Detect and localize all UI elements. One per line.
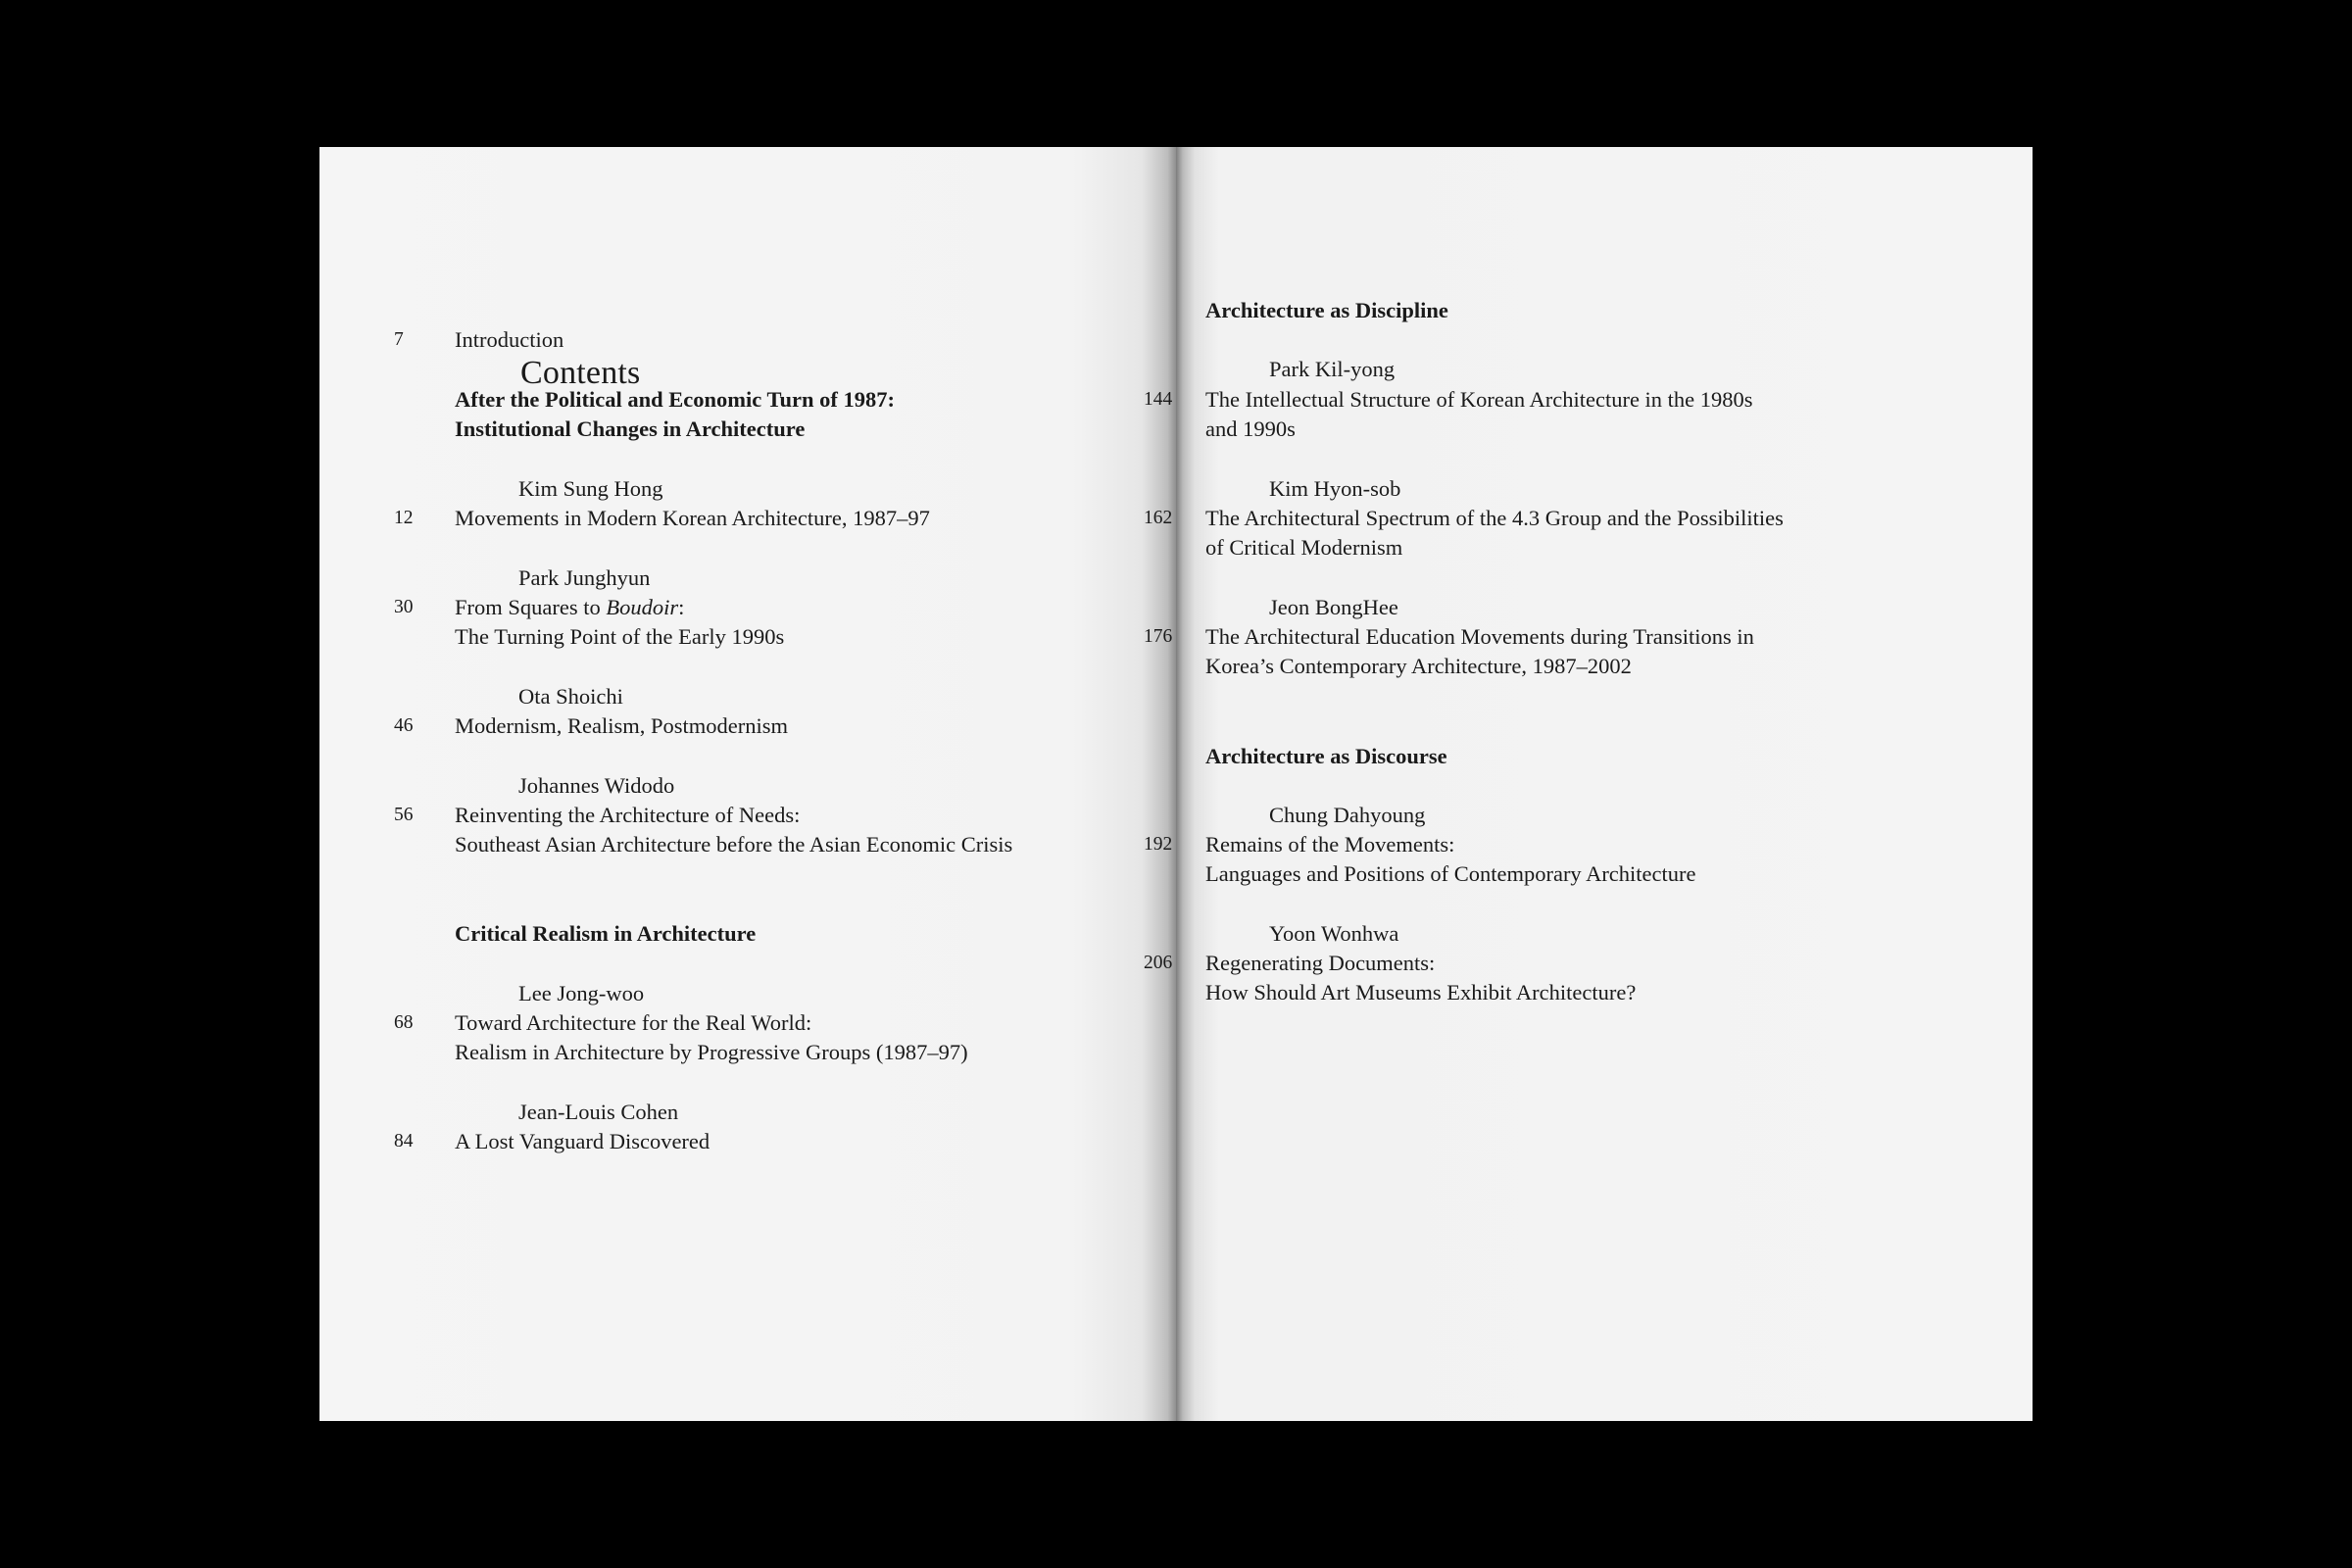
entry-title: Regenerating Documents: [1205, 951, 1436, 975]
entry-author: Lee Jong-woo [518, 981, 645, 1005]
entry-title: Toward Architecture for the Real World: [455, 1010, 812, 1035]
entry-title: The Architectural Education Movements during Transitions in [1205, 624, 1754, 649]
section-heading: After the Political and Economic Turn of 1987: [455, 387, 895, 412]
page-number: 30 [394, 597, 414, 617]
entry-title: How Should Art Museums Exhibit Architecture? [1205, 980, 1637, 1004]
entry-title: A Lost Vanguard Discovered [455, 1129, 710, 1153]
entry-title: Introduction [455, 327, 564, 352]
page-number: 176 [1144, 626, 1173, 647]
entry-author: Jean-Louis Cohen [518, 1100, 679, 1124]
entry-title: Languages and Positions of Contemporary Architecture [1205, 861, 1696, 886]
entry-title: Movements in Modern Korean Architecture, 1987–97 [455, 506, 930, 530]
page-number: 206 [1144, 953, 1173, 973]
page-number: 192 [1144, 834, 1173, 855]
entry-author: Yoon Wonhwa [1269, 921, 1399, 946]
page-number: 68 [394, 1012, 414, 1033]
entry-author: Kim Hyon-sob [1269, 476, 1401, 501]
entry-title: Korea’s Contemporary Architecture, 1987–2002 [1205, 654, 1632, 678]
entry-author: Park Kil-yong [1269, 357, 1396, 381]
entry-author: Chung Dahyoung [1269, 803, 1426, 827]
entry-author: Kim Sung Hong [518, 476, 663, 501]
entry-author: Johannes Widodo [518, 773, 675, 798]
entry-title-italic: Boudoir [606, 595, 679, 619]
section-heading: Institutional Changes in Architecture [455, 416, 806, 441]
entry-title: Realism in Architecture by Progressive Groups (1987–97) [455, 1040, 968, 1064]
page-number: 144 [1144, 389, 1173, 410]
entry-title: Reinventing the Architecture of Needs: [455, 803, 801, 827]
entry-title-part: From Squares to [455, 595, 607, 619]
entry-title: Modernism, Realism, Postmodernism [455, 713, 788, 738]
page-number: 162 [1144, 508, 1173, 528]
entry-author: Park Junghyun [518, 565, 651, 590]
section-heading: Architecture as Discipline [1205, 298, 1448, 322]
entry-author: Ota Shoichi [518, 684, 623, 709]
entry-author: Jeon BongHee [1269, 595, 1398, 619]
entry-title-part: : [678, 595, 685, 619]
page-title: Contents [520, 355, 641, 391]
entry-title: The Intellectual Structure of Korean Architecture in the 1980s [1205, 387, 1753, 412]
entry-title [455, 593, 684, 622]
entry-title: The Turning Point of the Early 1990s [455, 624, 785, 649]
section-heading: Critical Realism in Architecture [455, 921, 757, 946]
page-number: 84 [394, 1131, 414, 1152]
section-heading: Architecture as Discourse [1205, 744, 1447, 768]
entry-title: Remains of the Movements: [1205, 832, 1455, 857]
page-number: 56 [394, 805, 414, 825]
entry-title: and 1990s [1205, 416, 1296, 441]
page-number: 12 [394, 508, 414, 528]
entry-title: of Critical Modernism [1205, 535, 1403, 560]
page-number: 46 [394, 715, 414, 736]
right-page [1144, 147, 2033, 1421]
entry-title: Southeast Asian Architecture before the Asian Economic Crisis [455, 832, 1013, 857]
page-number: 7 [394, 329, 404, 350]
book-spread [319, 147, 2033, 1421]
entry-title: The Architectural Spectrum of the 4.3 Group and the Possibilities [1205, 506, 1784, 530]
left-page [319, 147, 1176, 1421]
